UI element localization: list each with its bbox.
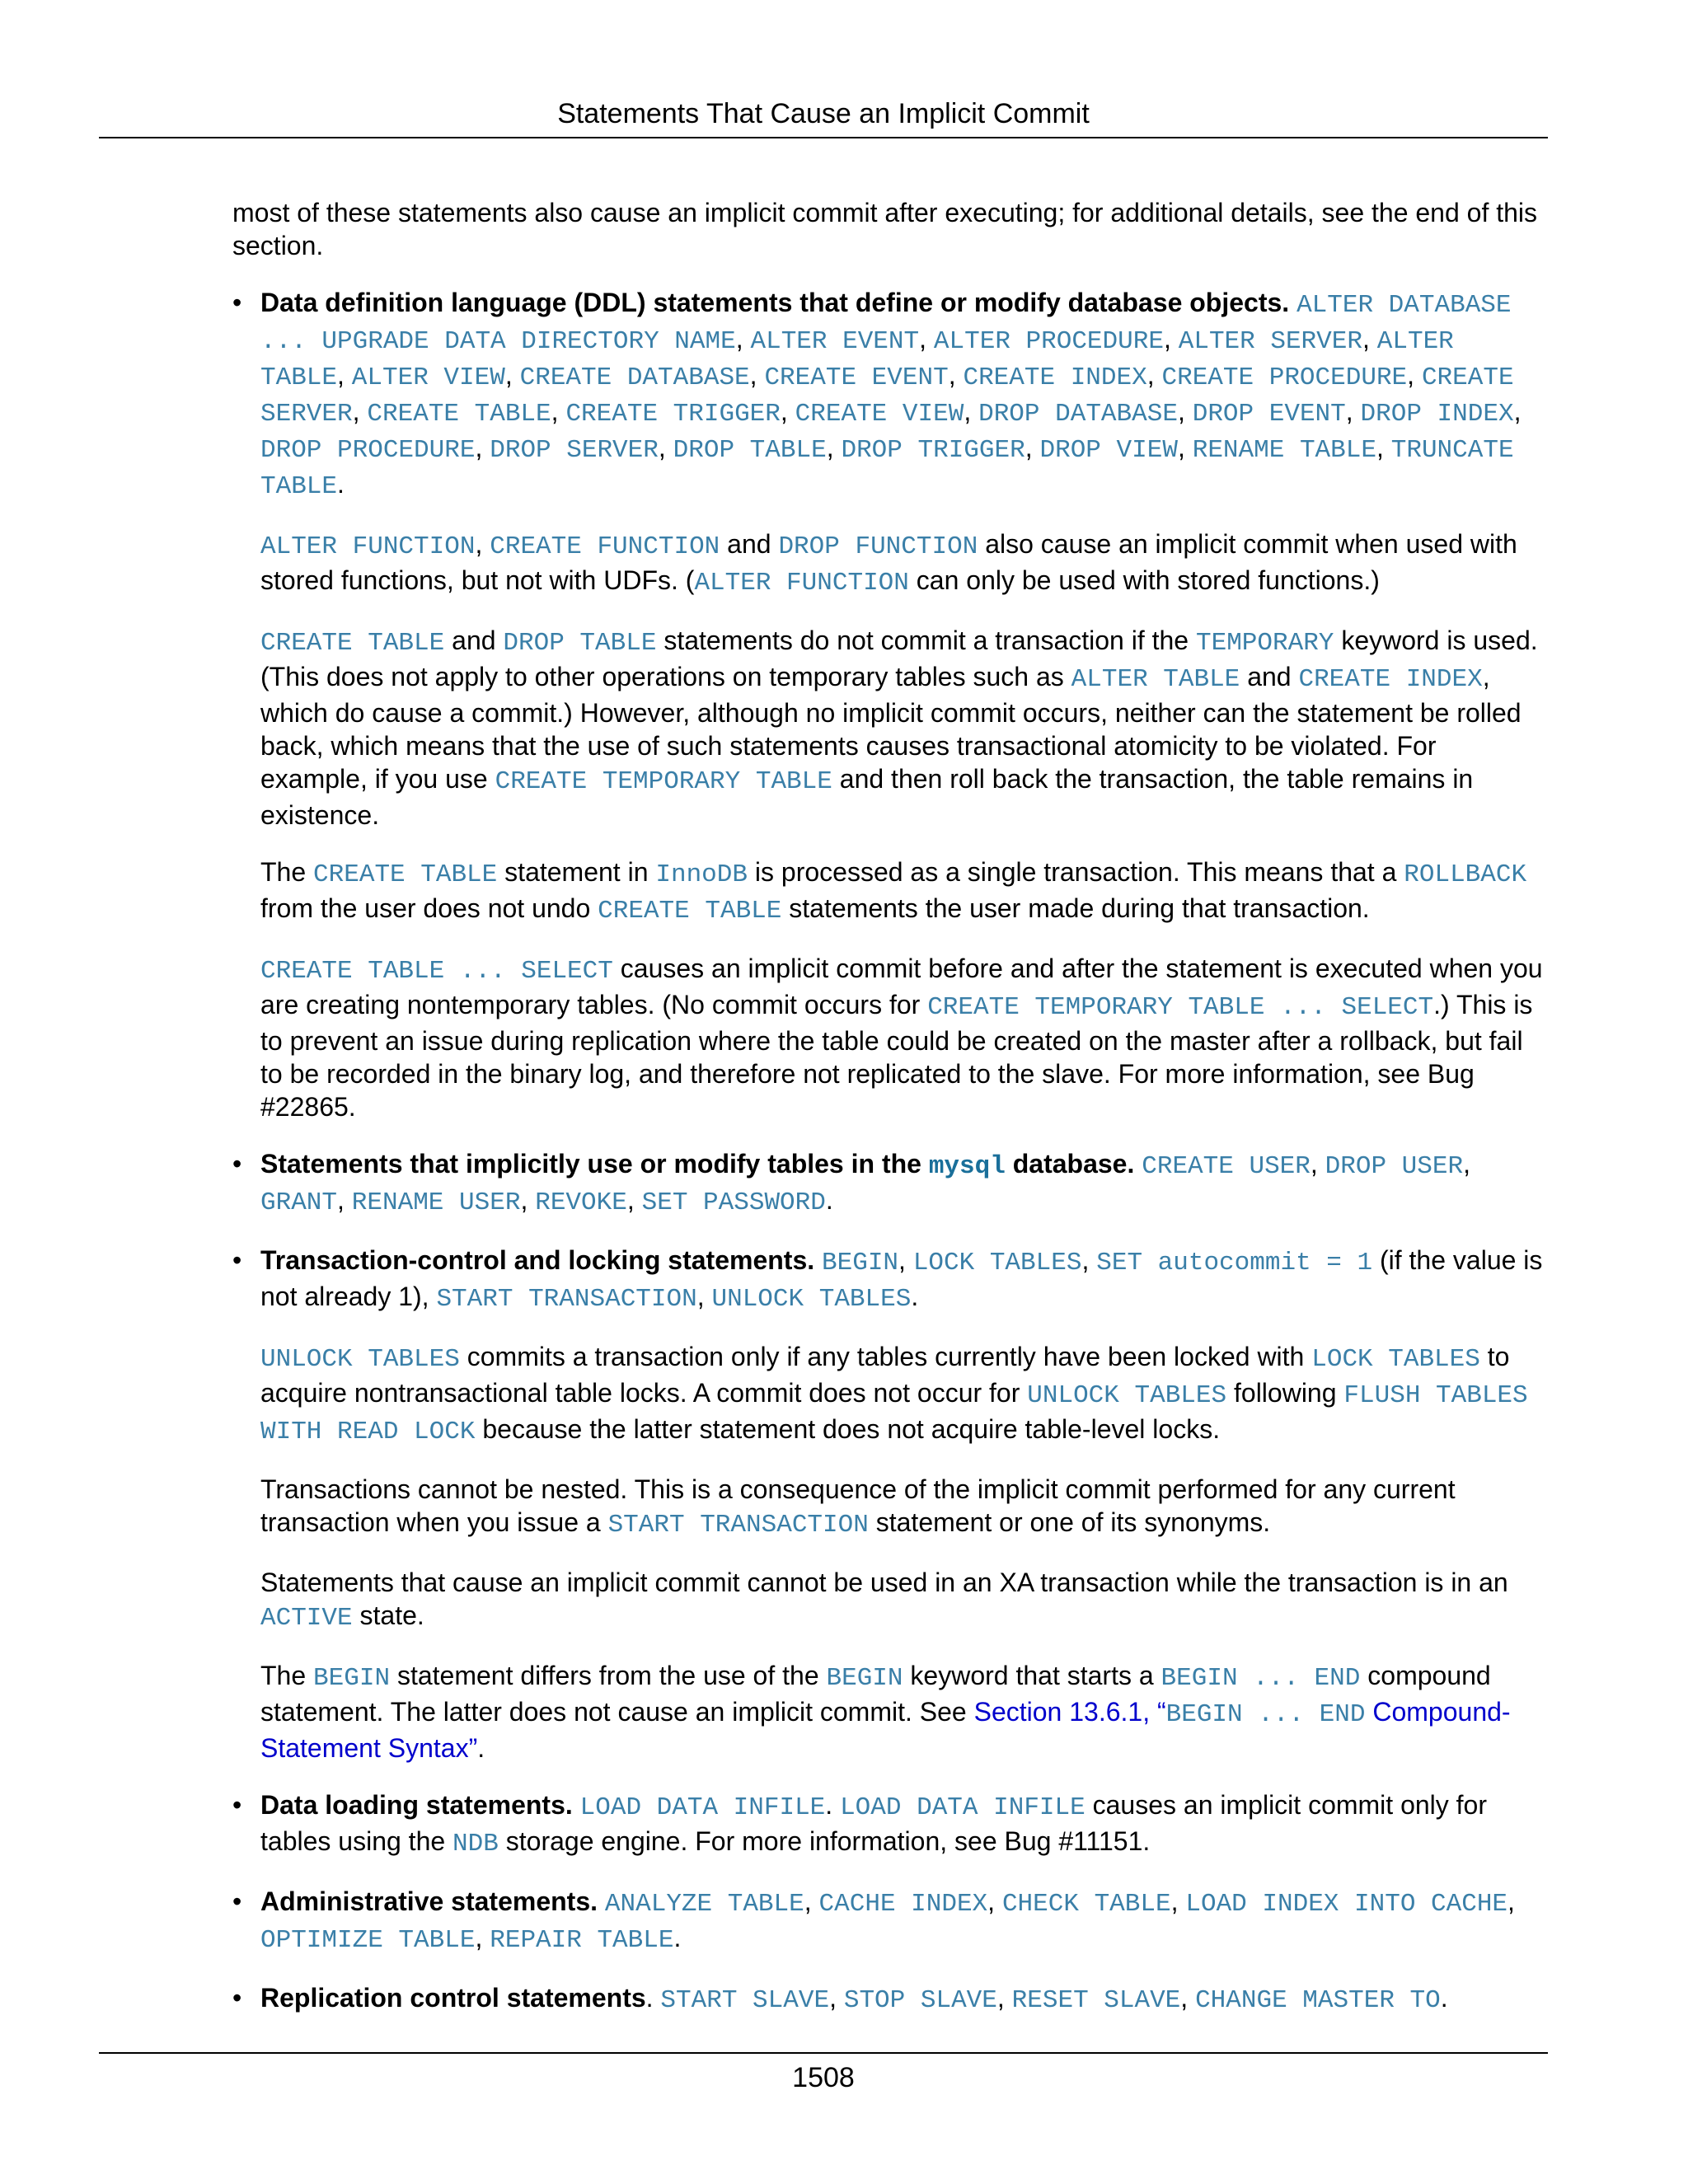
sql-statement: ALTER DATABASE ... UPGRADE DATA DIRECTORY NAME <box>260 291 1512 356</box>
admin-term: Administrative statements. <box>260 1886 598 1916</box>
sql-statement: SET PASSWORD <box>641 1188 826 1217</box>
list-separator: , <box>1180 1983 1196 2013</box>
txn-term: Transaction-control and locking statements. <box>260 1245 815 1275</box>
ddl-term: Data definition language (DDL) statements that define or modify database objects. <box>260 288 1290 317</box>
section-13-6-1-link[interactable]: Section 13.6.1, “BEGIN ... END Compound-Statement Syntax” <box>260 1697 1511 1763</box>
ddl-innodb-paragraph: The CREATE TABLE statement in InnoDB is processed as a single transaction. This means that a ROLLBACK from the user does not undo CREATE TABLE statements the user made during that transaction. <box>260 857 1527 926</box>
sql-statement: REVOKE <box>535 1188 627 1217</box>
list-separator: , <box>749 360 765 390</box>
sql-statement: CREATE PROCEDURE <box>1161 363 1408 392</box>
list-separator: , <box>1345 396 1361 426</box>
sql-statement: CREATE TABLE <box>367 400 551 429</box>
txn-nested-paragraph: Transactions cannot be nested. This is a consequence of the implicit commit performed for any current transaction when you issue a START TRANSACTION statement or one of its synonyms. <box>260 1474 1456 1540</box>
txn-unlock-paragraph: UNLOCK TABLES commits a transaction only if any tables currently have been locked with LOCK TABLES to acquire nontransactional table locks. A commit does not occur for UNLOCK TABLES following FLUSH TABLES WITH READ LOCK because the latter statement does not acquire table-level locks. <box>260 1342 1528 1446</box>
sql-statement: RENAME USER <box>351 1188 521 1217</box>
sql-statement: CREATE USER <box>1142 1152 1311 1181</box>
sql-statement: CREATE EVENT <box>764 363 949 392</box>
list-separator: , <box>1463 1149 1470 1179</box>
ddl-functions-paragraph: ALTER FUNCTION, CREATE FUNCTION and DROP FUNCTION also cause an implicit commit when used with stored functions, but not with UDFs. (ALTER FUNCTION can only be used with stored functions.) <box>260 529 1517 598</box>
replication-term: Replication control statements <box>260 1983 646 2013</box>
sql-statement: ALTER SERVER <box>1178 327 1362 356</box>
list-separator: , <box>948 360 964 390</box>
loading-term: Data loading statements. <box>260 1790 573 1820</box>
loading-paragraph: • Data loading statements. LOAD DATA INFILE. LOAD DATA INFILE causes an implicit commit only for tables using the NDB storage engine. For more information, see Bug #11151. <box>260 1790 1487 1858</box>
sql-statement: CHANGE MASTER TO <box>1195 1986 1441 2015</box>
page-number: 1508 <box>792 2062 855 2093</box>
list-separator: , <box>1507 1886 1515 1916</box>
list-separator: , <box>987 1886 1002 1916</box>
sql-statement: CHECK TABLE <box>1001 1890 1171 1919</box>
list-separator: , <box>337 1185 352 1215</box>
sql-statement: REPAIR TABLE <box>490 1926 674 1955</box>
page-footer <box>99 2052 1548 2094</box>
list-separator: , <box>1177 433 1193 462</box>
list-separator: , <box>1407 360 1422 390</box>
list-item-replication <box>232 1981 1545 2018</box>
sql-statement: ALTER PROCEDURE <box>933 327 1164 356</box>
txn-begin-paragraph: The BEGIN statement differs from the use of the BEGIN keyword that starts a BEGIN ... END compound statement. The latter does not cause an implicit commit. See Section 13.6.1, “BEGIN ... END Compound-Statement Syntax”. <box>260 1661 1511 1763</box>
sql-statement: DROP TABLE <box>673 436 827 465</box>
list-separator: , <box>919 324 934 354</box>
admin-paragraph: • Administrative statements. ANALYZE TABLE, CACHE INDEX, CHECK TABLE, LOAD INDEX INTO CACHE, OPTIMIZE TABLE, REPAIR TABLE. <box>260 1886 1515 1955</box>
sql-statement: DROP DATABASE <box>978 400 1178 429</box>
sql-statement: CACHE INDEX <box>818 1890 988 1919</box>
list-separator: , <box>1513 396 1522 426</box>
sql-statement: TRUNCATE TABLE <box>260 436 1514 501</box>
list-item-mysql-database <box>232 1147 1545 1220</box>
list-separator: , <box>1362 324 1377 354</box>
list-separator: , <box>337 360 352 390</box>
ddl-statement-list <box>260 288 1521 499</box>
list-separator: , <box>1177 396 1193 426</box>
sql-statement: LOAD INDEX INTO CACHE <box>1185 1890 1508 1919</box>
sql-statement: ALTER TABLE <box>260 327 1454 392</box>
sql-statement: CREATE SERVER <box>260 363 1514 429</box>
sql-statement: RESET SLAVE <box>1011 1986 1181 2015</box>
sql-statement: DROP PROCEDURE <box>260 436 476 465</box>
list-separator: , <box>352 396 368 426</box>
sql-statement: CREATE INDEX <box>963 363 1147 392</box>
list-separator: , <box>780 396 795 426</box>
mysql-db-name: mysql <box>928 1152 1006 1181</box>
replication-statement-list <box>660 1983 1440 2013</box>
list-separator: , <box>520 1185 536 1215</box>
replication-paragraph: • Replication control statements. START SLAVE, STOP SLAVE, RESET SLAVE, CHANGE MASTER TO. <box>260 1983 1448 2015</box>
list-separator: , <box>1376 433 1391 462</box>
sql-statement: GRANT <box>260 1188 338 1217</box>
list-separator: , <box>964 396 979 426</box>
sql-statement: ANALYZE TABLE <box>604 1890 804 1919</box>
page-header-title: Statements That Cause an Implicit Commit <box>557 98 1090 129</box>
txn-summary-paragraph: • Transaction-control and locking statements. BEGIN, LOCK TABLES, SET autocommit = 1 (if the value is not already 1), START TRANSACTION, UNLOCK TABLES. <box>260 1245 1543 1314</box>
ddl-temporary-paragraph: CREATE TABLE and DROP TABLE statements do not commit a transaction if the TEMPORARY keyword is used. (This does not apply to other operations on temporary tables such as ALTER TABLE and CREATE INDEX, which do cause a commit.) However, although no implicit commit occurs, neither can the statement be rolled back, which means that the use of such statements causes transactional atomicity to be violated. For example, if you use CREATE TEMPORARY TABLE and then roll back the transaction, the table remains in existence. <box>260 626 1538 830</box>
sql-statement: DROP USER <box>1325 1152 1464 1181</box>
list-separator: , <box>1170 1886 1186 1916</box>
list-separator: , <box>826 433 842 462</box>
sql-statement: CREATE VIEW <box>795 400 964 429</box>
sql-statement: ALTER EVENT <box>750 327 920 356</box>
list-separator: , <box>551 396 566 426</box>
sql-statement: DROP EVENT <box>1192 400 1346 429</box>
list-item-transaction-control <box>232 1244 1545 1765</box>
list-separator: , <box>1025 433 1040 462</box>
mysql-db-paragraph: • Statements that implicitly use or modify tables in the mysql database. CREATE USER, DROP USER, GRANT, RENAME USER, REVOKE, SET PASSWORD. <box>260 1149 1470 1217</box>
list-item-ddl <box>232 286 1545 1123</box>
list-item-data-loading <box>232 1788 1545 1861</box>
list-separator: , <box>1163 324 1179 354</box>
mysql-db-term: Statements that implicitly use or modify tables in the mysql database. <box>260 1149 1135 1181</box>
sql-statement: RENAME TABLE <box>1192 436 1376 465</box>
txn-xa-paragraph: Statements that cause an implicit commit cannot be used in an XA transaction while the transaction is in an ACTIVE state. <box>260 1568 1508 1633</box>
sql-statement: START SLAVE <box>660 1986 830 2015</box>
list-separator: , <box>829 1983 844 2013</box>
ddl-summary-paragraph: • Data definition language (DDL) statements that define or modify database objects. ALTER DATABASE ... UPGRADE DATA DIRECTORY NAME, ALTER EVENT, ALTER PROCEDURE, ALTER SERVER, ALTER TABLE, ALTER VIEW, CREATE DATABASE, CREATE EVENT, CREATE INDEX, CREATE PROCEDURE, CREATE SERVER, CREATE TABLE, CREATE TRIGGER, CREATE VIEW, DROP DATABASE, DROP EVENT, DROP INDEX, DROP PROCEDURE, DROP SERVER, DROP TABLE, DROP TRIGGER, DROP VIEW, RENAME TABLE, TRUNCATE TABLE. <box>260 288 1522 501</box>
list-separator: , <box>504 360 520 390</box>
list-separator: , <box>804 1886 819 1916</box>
list-separator: , <box>735 324 751 354</box>
list-separator: , <box>658 433 673 462</box>
sql-statement: CREATE DATABASE <box>519 363 750 392</box>
list-item-administrative <box>232 1885 1545 1957</box>
intro-paragraph: most of these statements also cause an implicit commit after executing; for additional details, see the end of this section. <box>232 198 1538 260</box>
sql-statement: OPTIMIZE TABLE <box>260 1926 476 1955</box>
list-separator: , <box>996 1983 1012 2013</box>
sql-statement: CREATE TRIGGER <box>565 400 781 429</box>
sql-statement: DROP VIEW <box>1039 436 1178 465</box>
list-separator: , <box>626 1185 642 1215</box>
page-header <box>99 92 1548 138</box>
list-separator: , <box>475 1923 490 1952</box>
sql-statement: DROP SERVER <box>490 436 659 465</box>
sql-statement: DROP TRIGGER <box>841 436 1025 465</box>
list-separator: , <box>1310 1149 1325 1179</box>
sql-statement: STOP SLAVE <box>843 1986 997 2015</box>
main-content <box>232 196 1545 2041</box>
sql-statement: DROP INDEX <box>1360 400 1514 429</box>
list-separator: , <box>1146 360 1162 390</box>
sql-statement: ALTER VIEW <box>351 363 505 392</box>
statement-category-list <box>232 286 1545 2018</box>
list-separator: , <box>475 433 490 462</box>
ddl-create-select-paragraph: CREATE TABLE ... SELECT causes an implicit commit before and after the statement is executed when you are creating nontemporary tables. (No commit occurs for CREATE TEMPORARY TABLE ... SELECT.) This is to prevent an issue during replication where the table could be created on the master after a rollback, but fail to be recorded in the binary log, and therefore not replicated to the slave. For more information, see Bug #22865. <box>260 954 1543 1122</box>
